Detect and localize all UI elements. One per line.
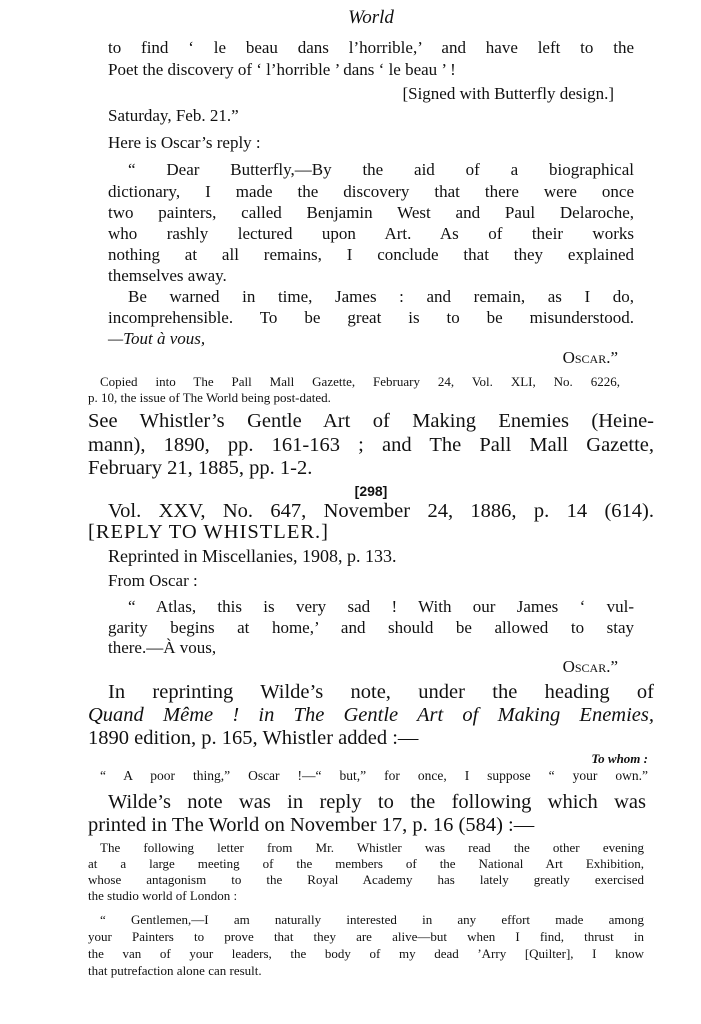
letter-line: “ Atlas, this is very sad ! With our James ‘ vul- (128, 597, 634, 616)
note-line: Copied into The Pall Mall Gazette, February 24, Vol. XLI, No. 6226, (100, 374, 620, 389)
reprint-note-line: Quand Même ! in The Gentle Art of Making Enemies, (88, 704, 654, 726)
letter-line: who rashly lectured upon Art. As of their works (108, 224, 634, 243)
text-line: Here is Oscar’s reply : (108, 133, 261, 152)
entry-heading: Vol. XXV, No. 647, November 24, 1886, p. 14 (614). (108, 500, 654, 522)
reprint-note-line: 1890 edition, p. 165, Whistler added :— (88, 727, 419, 749)
running-head: World (348, 7, 394, 28)
reply-note-line: printed in The World on November 17, p. 16 (584) :— (88, 814, 535, 836)
date-line: Saturday, Feb. 21.” (108, 106, 239, 125)
small-para-line: at a large meeting of the members of the National Art Exhibition, (88, 856, 644, 871)
gentlemen-line: that putrefaction alone can result. (88, 963, 262, 978)
reply-note-line: Wilde’s note was in reply to the following which was (108, 791, 646, 813)
letter-signature: Oscar.” (562, 657, 618, 676)
from-line: From Oscar : (108, 571, 198, 590)
letter-line: dictionary, I made the discovery that there were once (108, 182, 634, 201)
small-para-line: The following letter from Mr. Whistler was read the other evening (100, 840, 644, 855)
see-line: See Whistler’s Gentle Art of Making Enemies (Heine- (88, 410, 654, 432)
see-line: mann), 1890, pp. 161-163 ; and The Pall Mall Gazette, (88, 434, 654, 456)
letter-line: nothing at all remains, I conclude that they explained (108, 245, 634, 264)
note-line: p. 10, the issue of The World being post-dated. (88, 390, 331, 405)
letter-line: Be warned in time, James : and remain, as I do, (128, 287, 634, 306)
small-para-line: whose antagonism to the Royal Academy has lately greatly exercised (88, 872, 644, 887)
gentlemen-line: “ Gentlemen,—I am naturally interested in any effort made among (100, 912, 644, 927)
poor-thing-line: “ A poor thing,” Oscar !—“ but,” for once, I suppose “ your own.” (100, 768, 648, 783)
letter-closing: there.—À vous, (108, 638, 217, 657)
signature-note: [Signed with Butterfly design.] (402, 84, 614, 103)
text-line: Poet the discovery of ‘ l’horrible ’ dans ‘ le beau ’ ! (108, 60, 456, 79)
letter-line: two painters, called Benjamin West and Paul Delaroche, (108, 203, 634, 222)
page-marker: [298] (354, 483, 388, 499)
gentlemen-line: the van of your leaders, the body of my dead ’Arry [Quilter], I know (88, 946, 644, 961)
letter-line: themselves away. (108, 266, 227, 285)
entry-title: [REPLY TO WHISTLER.] (88, 521, 329, 543)
letter-line: garity begins at home,’ and should be allowed to stay (108, 618, 634, 637)
letter-line: “ Dear Butterfly,—By the aid of a biographical (128, 160, 634, 179)
gentlemen-line: your Painters to prove that they are alive—but when I find, thrust in (88, 929, 644, 944)
small-para-line: the studio world of London : (88, 888, 238, 903)
see-line: February 21, 1885, pp. 1-2. (88, 457, 313, 479)
to-whom: To whom : (591, 751, 648, 766)
reprint-note-line: In reprinting Wilde’s note, under the heading of (108, 681, 654, 703)
letter-closing: —Tout à vous, (108, 329, 206, 348)
text-line: to find ‘ le beau dans l’horrible,’ and have left to the (108, 38, 634, 57)
reprinted-line: Reprinted in Miscellanies, 1908, p. 133. (108, 546, 397, 566)
letter-signature: Oscar.” (562, 348, 618, 367)
letter-line: incomprehensible. To be great is to be misunderstood. (108, 308, 634, 327)
